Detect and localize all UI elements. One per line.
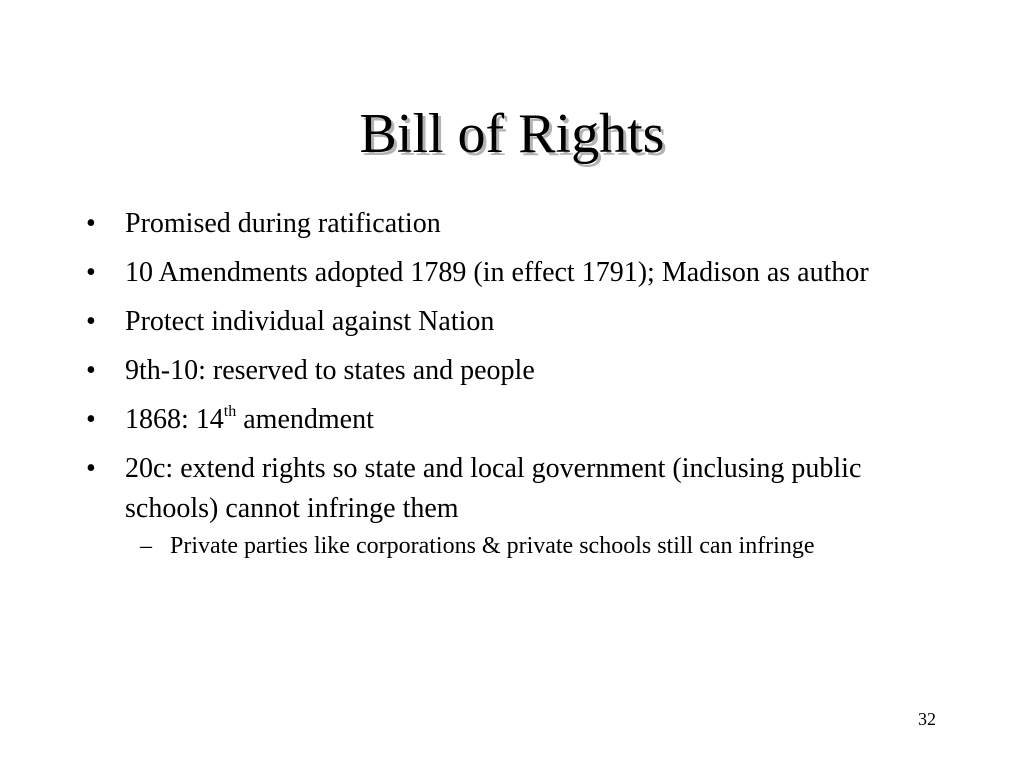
bullet-marker: • bbox=[86, 208, 96, 239]
sub-bullet-list bbox=[125, 531, 956, 561]
bullet-item-20c bbox=[86, 449, 956, 561]
bullet-marker: • bbox=[86, 306, 96, 337]
bullet-item-protect bbox=[86, 302, 956, 342]
bullet-text bbox=[125, 404, 374, 435]
bullet-text: 10 Amendments adopted 1789 (in effect 1791); Madison as author bbox=[125, 257, 869, 288]
bullet-item-14th-amendment bbox=[86, 400, 956, 440]
bullet-text-pre: 1868: 14 bbox=[125, 404, 224, 435]
bullet-text: 20c: extend rights so state and local government (inclusing public schools) cannot infringe them bbox=[125, 453, 862, 524]
bullet-marker: • bbox=[86, 355, 96, 386]
bullet-list bbox=[86, 204, 956, 570]
bullet-marker: • bbox=[86, 257, 96, 288]
bullet-text: Promised during ratification bbox=[125, 208, 441, 239]
sub-bullet-text: Private parties like corporations & private schools still can infringe bbox=[170, 533, 815, 559]
slide-title: Bill of Rights bbox=[359, 103, 665, 165]
bullet-text-post: amendment bbox=[236, 404, 374, 435]
bullet-item-amendments bbox=[86, 253, 956, 293]
ordinal-superscript: th bbox=[223, 403, 237, 420]
bullet-item-reserved bbox=[86, 351, 956, 391]
sub-bullet-marker: – bbox=[140, 533, 152, 559]
bullet-text: 9th-10: reserved to states and people bbox=[125, 355, 535, 386]
bullet-item-ratification bbox=[86, 204, 956, 244]
bullet-marker: • bbox=[86, 453, 96, 484]
bullet-text: Protect individual against Nation bbox=[125, 306, 495, 337]
page-number: 32 bbox=[918, 709, 936, 729]
bullet-marker: • bbox=[86, 404, 96, 435]
sub-bullet-item-private-parties bbox=[125, 531, 956, 561]
